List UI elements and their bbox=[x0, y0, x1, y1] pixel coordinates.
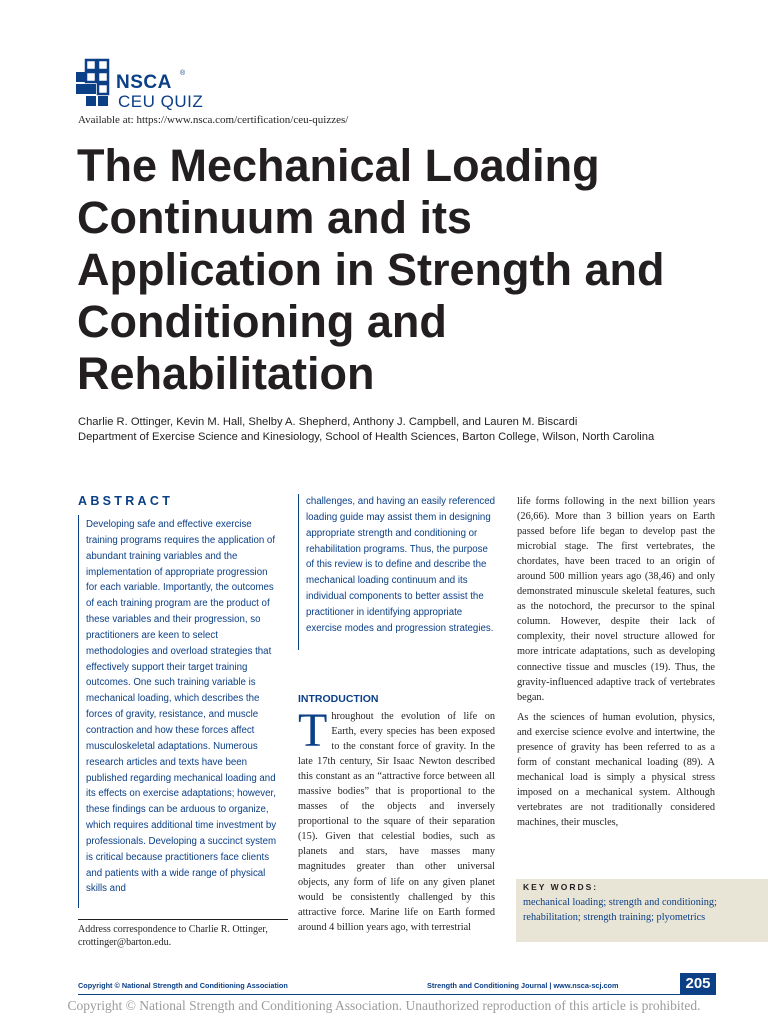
affiliation: Department of Exercise Science and Kinesiology, School of Health Sciences, Barton College, Wilson, North Carolina bbox=[78, 430, 655, 443]
keywords-text: mechanical loading; strength and conditioning; rehabilitation; strength training; plyometrics bbox=[523, 897, 717, 923]
author-block bbox=[78, 415, 718, 444]
introduction-text bbox=[298, 704, 495, 935]
abstract-text-part1: Developing safe and effective exercise training programs requires the application of abundant training variables and the implementation of appropriate progression for each variable. Importantly, the outcomes of each training program are the product of these variables and their progression, so practitioners are keen to select methodologies and overload strategies that effectively support their target training outcomes. One such training variable is mechanical loading, which describes the forces of gravity, resistance, and muscle contraction and how these forces affect musculoskeletal adaptations. Numerous research articles and texts have been published regarding mechanical loading and its effects on exercise adaptations; however, these findings can be arduous to organize, which requires additional time investment by professionals. Developing a succinct system is critical because practitioners face clients and patients with a wide range of physical skills and bbox=[86, 519, 277, 895]
availability-link[interactable]: Available at: https://www.nsca.com/certification/ceu-quizzes/ bbox=[78, 114, 349, 126]
correspondence-address: Address correspondence to Charlie R. Ottinger, crottinger@barton.edu. bbox=[78, 924, 268, 948]
body-column-3 bbox=[517, 494, 715, 835]
keywords-heading: KEY WORDS: bbox=[523, 882, 599, 892]
footer-journal: Strength and Conditioning Journal | www.nsca-scj.com bbox=[427, 981, 619, 990]
abstract-text-part2: challenges, and having an easily referenced loading guide may assist them in designing appropriate strength and conditioning or rehabilitation programs. Thus, the purpose of this review is to define and describe the mechanical loading continuum and its individual components to better assist the practitioner in identifying appropriate exercise modes and progression strategies. bbox=[306, 496, 496, 634]
abstract-rule bbox=[78, 515, 79, 908]
article-title: The Mechanical Loading Continuum and its Application in Strength and Conditioning and Rehabilitation bbox=[77, 140, 665, 399]
drop-cap: T bbox=[298, 704, 328, 757]
logo-registered-mark: ® bbox=[180, 70, 186, 77]
abstract-rule-col2 bbox=[298, 494, 299, 650]
page-number: 205 bbox=[685, 975, 711, 992]
logo-brand-text: NSCA bbox=[116, 72, 172, 93]
author-list: Charlie R. Ottinger, Kevin M. Hall, Shelby A. Shepherd, Anthony J. Campbell, and Lauren M. Biscardi bbox=[78, 416, 578, 428]
body-paragraph: life forms following in the next billion years (26,66). More than 3 billion years on Earth passed before life began to develop past the microbial stage. The first vertebrates, the chordates, have been traced to an origin of around 500 million years ago (38,46) and only demonstrated minuscule skeletal features, such as the notochord, the precursor to the spinal column. However, despite their lack of complexity, their novel structure allowed for more intricate adaptations, such as developing connective tissue and muscles (19). Thus, the gravity-influenced adaptive track of vertebrates began. bbox=[517, 496, 715, 703]
footnote-divider bbox=[78, 919, 288, 920]
copyright-notice: Copyright © National Strength and Conditioning Association. Unauthorized reproduction of this article is prohibited. bbox=[67, 998, 701, 1013]
abstract-heading: ABSTRACT bbox=[78, 494, 174, 508]
nsca-logo-mark-icon bbox=[76, 58, 116, 110]
introduction-heading: INTRODUCTION bbox=[298, 693, 379, 705]
nsca-logo bbox=[76, 58, 206, 114]
footer-divider bbox=[78, 994, 680, 995]
body-paragraph: As the sciences of human evolution, physics, and exercise science evolve and intertwine, the presence of gravity has been referred to as a form of constant mechanical loading (89). A mechanical load is simply a physical stress imposed on a mechanical system. Although vertebrates are not traditionally considered machines, their muscles, bbox=[517, 711, 715, 828]
introduction-body: hroughout the evolution of life on Earth, every species has been exposed to the constant force of gravity. In the late 17th century, Sir Isaac Newton described this constant as an “attractive force between all massive bodies” that is proportional to the masses of the objects and inversely proportional to the square of their separation (15). Given that celestial bodies, such as planets and stars, have masses many magnitudes greater than other universal objects, any form of life on any given planet would be consistently challenged by this attractive force. Marine life on Earth formed around 4 billion years ago, with terrestrial bbox=[298, 711, 495, 933]
footer-copyright: Copyright © National Strength and Conditioning Association bbox=[78, 981, 288, 990]
logo-subtitle: CEU QUIZ bbox=[118, 92, 204, 111]
